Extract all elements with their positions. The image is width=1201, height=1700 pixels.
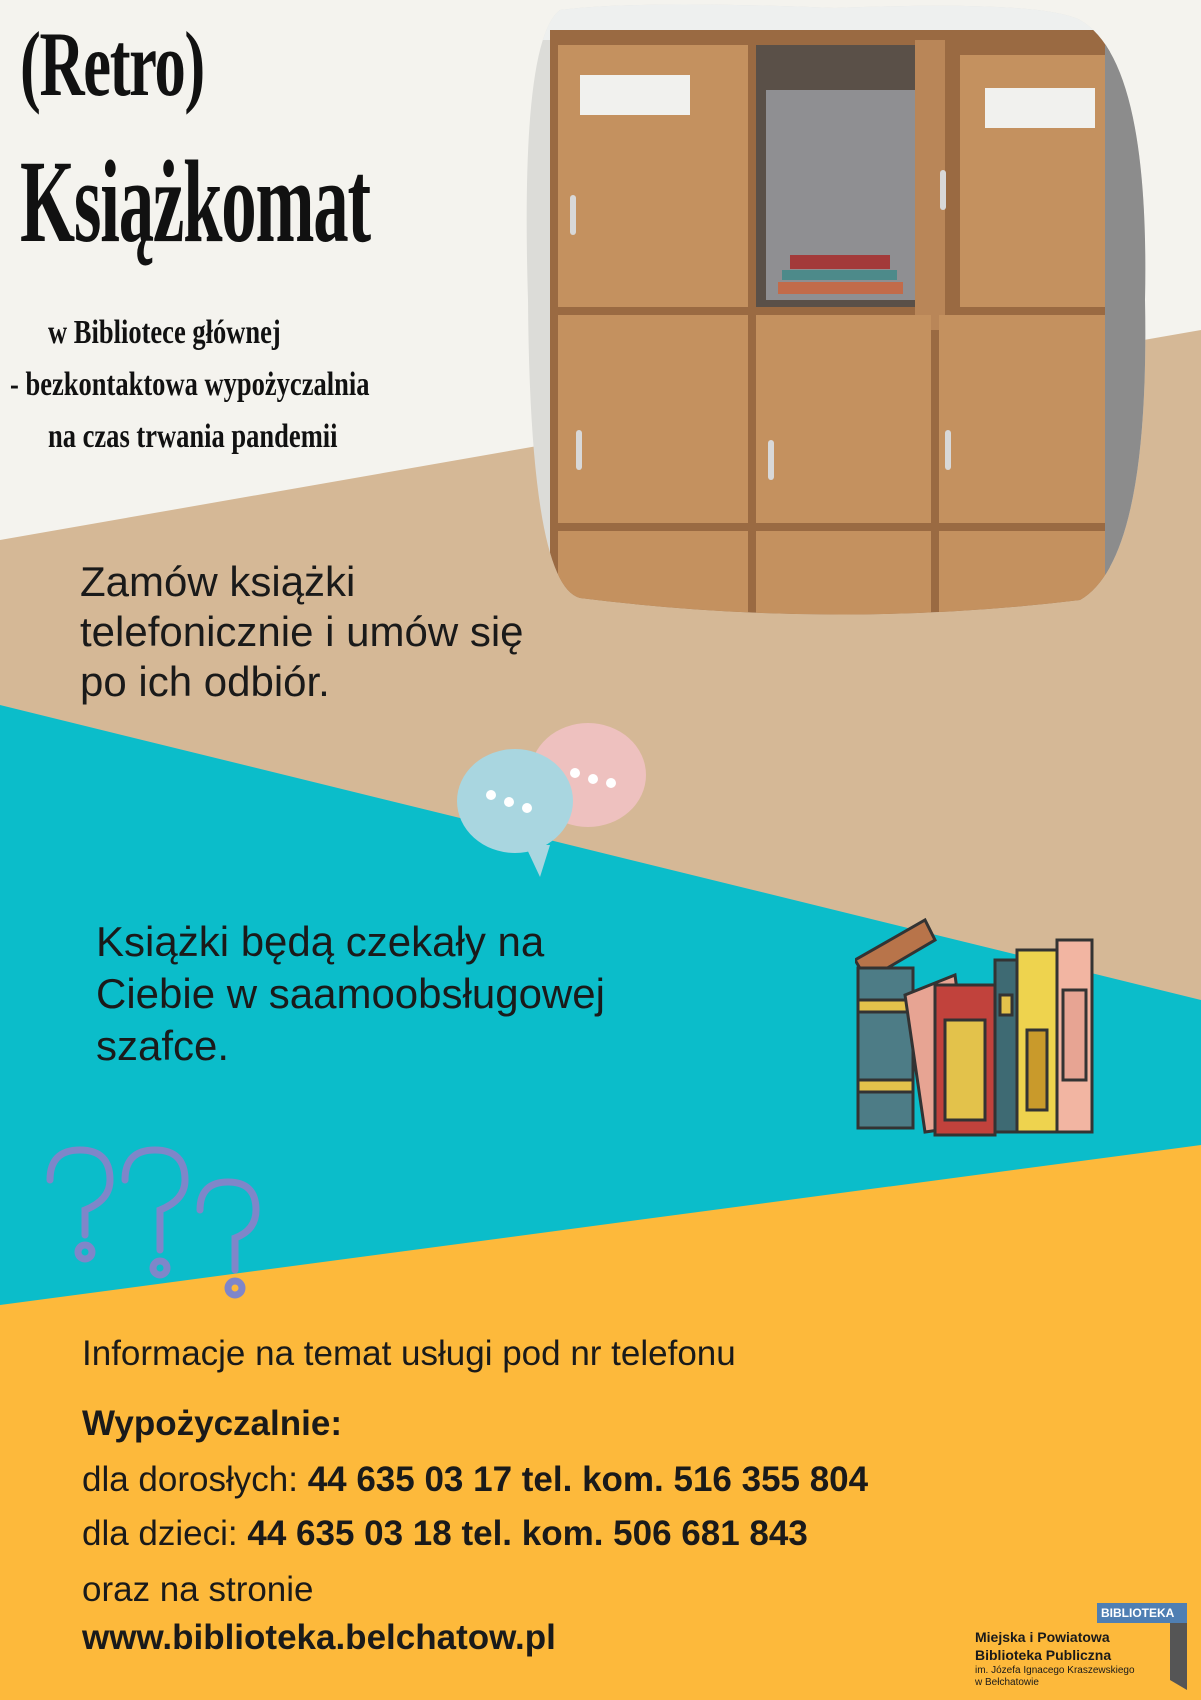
logo-badge-text: BIBLIOTEKA xyxy=(1101,1606,1175,1620)
logo-line-3: im. Józefa Ignacego Kraszewskiego xyxy=(975,1665,1135,1676)
order-text-line-2: telefonicznie i umów się xyxy=(80,608,524,655)
title-ksiazkomat: Książkomat xyxy=(20,136,370,267)
books-stack-icon xyxy=(855,900,1095,1140)
children-row xyxy=(82,1510,808,1558)
subtitle-line-3: na czas trwania pandemii xyxy=(48,418,338,455)
order-text-line-3: po ich odbiór. xyxy=(80,658,330,705)
logo-line-1: Miejska i Powiatowa xyxy=(975,1629,1110,1645)
logo-line-2: Biblioteka Publiczna xyxy=(975,1647,1112,1663)
wait-text-line-1: Książki będą czekały na xyxy=(96,918,545,965)
website-link[interactable]: www.biblioteka.belchatow.pl xyxy=(82,1618,556,1657)
info-heading: Wypożyczalnie: xyxy=(82,1404,342,1443)
adults-phone[interactable]: 44 635 03 17 tel. kom. 516 355 804 xyxy=(307,1460,869,1499)
wait-text-line-2: Ciebie w saamoobsługowej xyxy=(96,970,605,1017)
wait-text-line-3: szafce. xyxy=(96,1022,230,1069)
locker-photo xyxy=(520,0,1150,620)
question-marks-icon xyxy=(40,1140,290,1310)
adults-row xyxy=(82,1456,868,1504)
title-retro: (Retro) xyxy=(20,13,204,115)
logo-line-4: w Bełchatowie xyxy=(975,1677,1039,1688)
order-text-line-1: Zamów książki xyxy=(80,558,356,605)
children-phone[interactable]: 44 635 03 18 tel. kom. 506 681 843 xyxy=(247,1514,808,1553)
subtitle-line-2: - bezkontaktowa wypożyczalnia xyxy=(10,366,370,403)
adults-label: dla dorosłych: xyxy=(82,1460,298,1499)
speech-bubbles-icon xyxy=(455,715,655,885)
children-label: dla dzieci: xyxy=(82,1514,238,1553)
subtitle-line-1: w Bibliotece głównej xyxy=(48,314,281,351)
website-intro: oraz na stronie xyxy=(82,1570,314,1609)
info-intro: Informacje na temat usługi pod nr telefonu xyxy=(82,1334,736,1373)
library-logo xyxy=(975,1595,1190,1695)
